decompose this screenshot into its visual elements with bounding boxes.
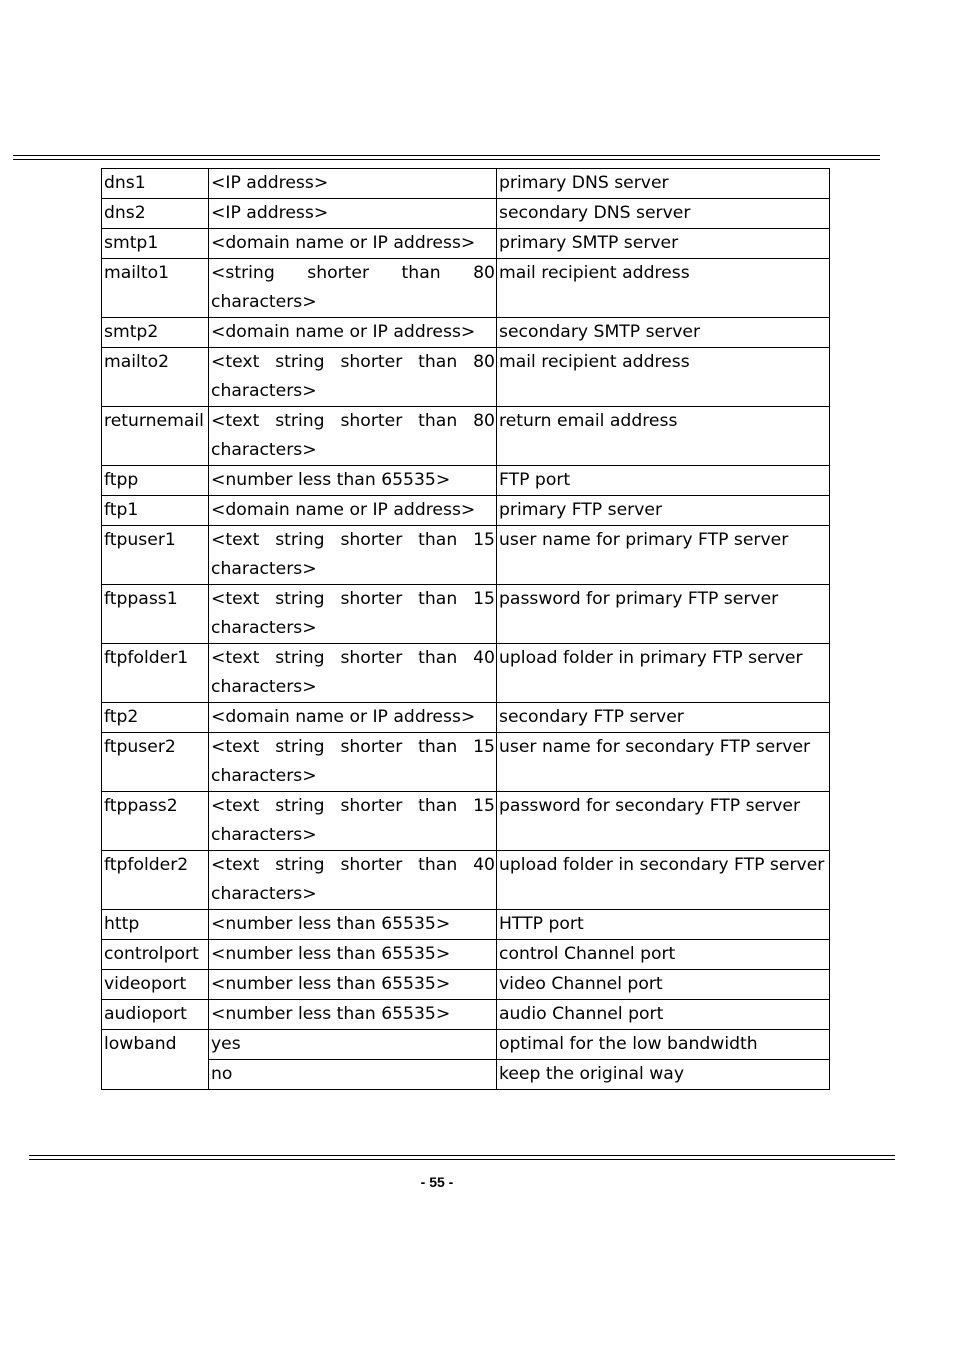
parameter-value: <IP address> bbox=[209, 199, 497, 229]
parameter-value: <text string shorter than 80 characters> bbox=[209, 348, 497, 407]
parameter-description: FTP port bbox=[497, 466, 830, 496]
parameter-value: <string shorter than 80 characters> bbox=[209, 259, 497, 318]
parameter-table bbox=[101, 168, 830, 1090]
table-row bbox=[102, 1000, 830, 1030]
parameter-name: ftpuser1 bbox=[102, 526, 209, 585]
parameter-value: <number less than 65535> bbox=[209, 970, 497, 1000]
parameter-description: mail recipient address bbox=[497, 259, 830, 318]
parameter-value: <text string shorter than 15 characters> bbox=[209, 585, 497, 644]
parameter-description: HTTP port bbox=[497, 910, 830, 940]
parameter-name: ftppass2 bbox=[102, 792, 209, 851]
table-row bbox=[102, 348, 830, 407]
parameter-description: primary SMTP server bbox=[497, 229, 830, 259]
parameter-name: smtp2 bbox=[102, 318, 209, 348]
page-number: - 55 - bbox=[420, 1174, 454, 1190]
footer-rule bbox=[29, 1155, 895, 1160]
table-row bbox=[102, 733, 830, 792]
parameter-value: <text string shorter than 40 characters> bbox=[209, 644, 497, 703]
parameter-description: primary DNS server bbox=[497, 169, 830, 199]
parameter-name: controlport bbox=[102, 940, 209, 970]
parameter-description: primary FTP server bbox=[497, 496, 830, 526]
parameter-value: <text string shorter than 15 characters> bbox=[209, 792, 497, 851]
parameter-name: mailto1 bbox=[102, 259, 209, 318]
parameter-description: password for secondary FTP server bbox=[497, 792, 830, 851]
parameter-description: user name for secondary FTP server bbox=[497, 733, 830, 792]
parameter-value: <text string shorter than 80 characters> bbox=[209, 407, 497, 466]
table-row bbox=[102, 199, 830, 229]
parameter-description: control Channel port bbox=[497, 940, 830, 970]
table-row bbox=[102, 229, 830, 259]
parameter-description: secondary FTP server bbox=[497, 703, 830, 733]
parameter-name: returnemail bbox=[102, 407, 209, 466]
parameter-value: <domain name or IP address> bbox=[209, 229, 497, 259]
table-row bbox=[102, 526, 830, 585]
table-row bbox=[102, 970, 830, 1000]
parameter-name: audioport bbox=[102, 1000, 209, 1030]
parameter-description: secondary SMTP server bbox=[497, 318, 830, 348]
table-row bbox=[102, 169, 830, 199]
parameter-description: keep the original way bbox=[497, 1060, 830, 1090]
table-row bbox=[102, 259, 830, 318]
parameter-value: <text string shorter than 15 characters> bbox=[209, 733, 497, 792]
table-row bbox=[102, 1060, 830, 1090]
parameter-value: <text string shorter than 15 characters> bbox=[209, 526, 497, 585]
table-row bbox=[102, 1030, 830, 1060]
parameter-name: http bbox=[102, 910, 209, 940]
parameter-description: upload folder in secondary FTP server bbox=[497, 851, 830, 910]
parameter-name: ftpuser2 bbox=[102, 733, 209, 792]
table-row bbox=[102, 703, 830, 733]
table-row bbox=[102, 585, 830, 644]
parameter-value: no bbox=[209, 1060, 497, 1090]
parameter-value: <text string shorter than 40 characters> bbox=[209, 851, 497, 910]
parameter-description: video Channel port bbox=[497, 970, 830, 1000]
table-row bbox=[102, 318, 830, 348]
parameter-name: ftp2 bbox=[102, 703, 209, 733]
parameter-description: mail recipient address bbox=[497, 348, 830, 407]
parameter-value: <domain name or IP address> bbox=[209, 318, 497, 348]
parameter-name: mailto2 bbox=[102, 348, 209, 407]
parameter-value: <number less than 65535> bbox=[209, 940, 497, 970]
parameter-value: <domain name or IP address> bbox=[209, 496, 497, 526]
table-row bbox=[102, 910, 830, 940]
parameter-value: <domain name or IP address> bbox=[209, 703, 497, 733]
table-row bbox=[102, 466, 830, 496]
table-row bbox=[102, 940, 830, 970]
table-row bbox=[102, 407, 830, 466]
parameter-value: <IP address> bbox=[209, 169, 497, 199]
table-row bbox=[102, 792, 830, 851]
header-rule bbox=[13, 155, 880, 160]
parameter-name: videoport bbox=[102, 970, 209, 1000]
parameter-description: optimal for the low bandwidth bbox=[497, 1030, 830, 1060]
table-row bbox=[102, 496, 830, 526]
parameter-name: dns1 bbox=[102, 169, 209, 199]
parameter-name: ftpfolder2 bbox=[102, 851, 209, 910]
table-row bbox=[102, 644, 830, 703]
parameter-value: <number less than 65535> bbox=[209, 910, 497, 940]
parameter-description: secondary DNS server bbox=[497, 199, 830, 229]
parameter-name: smtp1 bbox=[102, 229, 209, 259]
parameter-name: ftpfolder1 bbox=[102, 644, 209, 703]
parameter-value: <number less than 65535> bbox=[209, 1000, 497, 1030]
parameter-name: ftp1 bbox=[102, 496, 209, 526]
parameter-table-body bbox=[102, 169, 830, 1090]
parameter-description: return email address bbox=[497, 407, 830, 466]
parameter-name: lowband bbox=[102, 1030, 209, 1090]
parameter-description: password for primary FTP server bbox=[497, 585, 830, 644]
parameter-name: dns2 bbox=[102, 199, 209, 229]
parameter-description: upload folder in primary FTP server bbox=[497, 644, 830, 703]
parameter-name: ftpp bbox=[102, 466, 209, 496]
parameter-value: <number less than 65535> bbox=[209, 466, 497, 496]
table-row bbox=[102, 851, 830, 910]
parameter-description: audio Channel port bbox=[497, 1000, 830, 1030]
parameter-name: ftppass1 bbox=[102, 585, 209, 644]
parameter-description: user name for primary FTP server bbox=[497, 526, 830, 585]
parameter-value: yes bbox=[209, 1030, 497, 1060]
